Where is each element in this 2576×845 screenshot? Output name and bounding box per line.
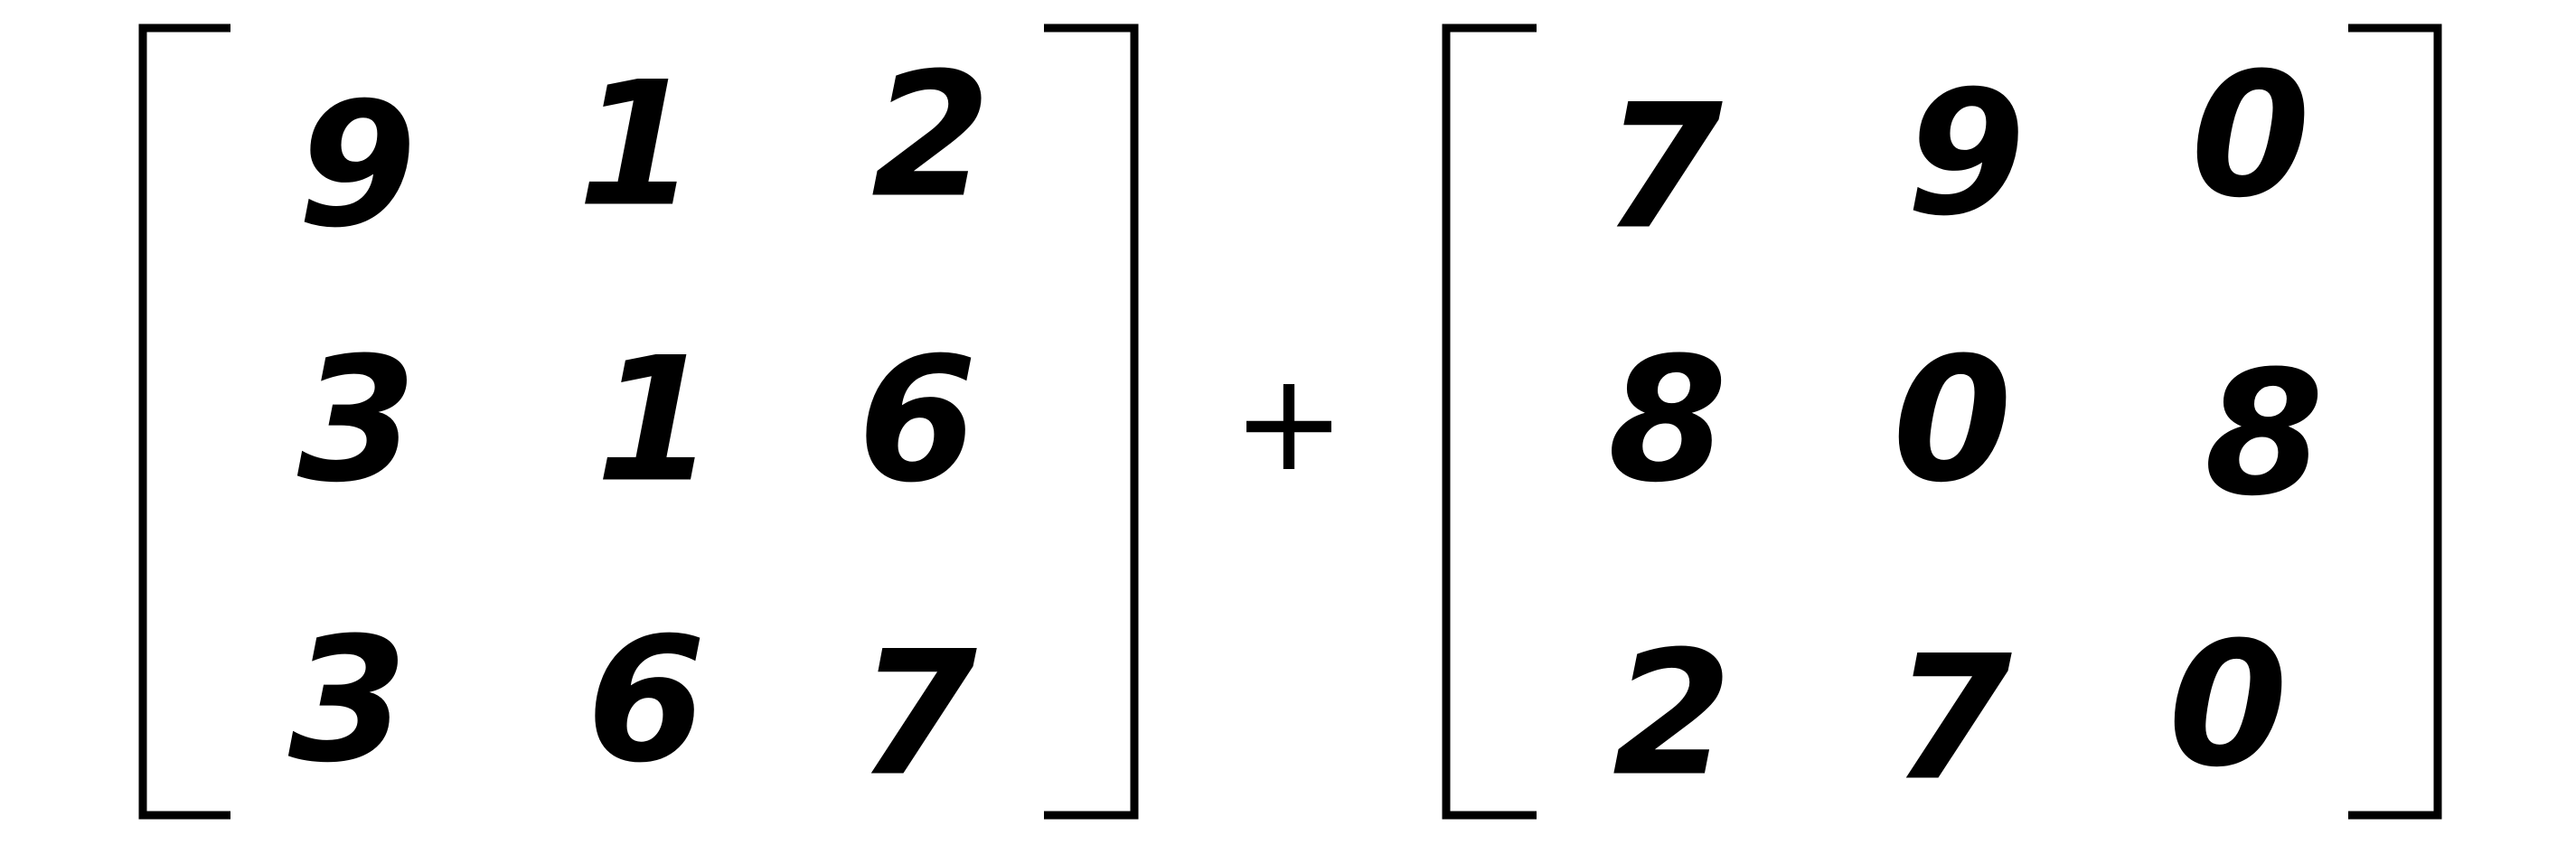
left-matrix-cell: 6 bbox=[586, 600, 707, 801]
left-matrix-cell: 2 bbox=[870, 35, 992, 236]
left-matrix bbox=[288, 36, 991, 814]
right-matrix-cell: 0 bbox=[2190, 35, 2311, 236]
left-matrix-cell: 6 bbox=[857, 320, 978, 521]
left-matrix-cell: 7 bbox=[857, 614, 978, 814]
left-matrix-cell: 1 bbox=[577, 44, 698, 245]
right-matrix-cell: 7 bbox=[1603, 67, 1724, 268]
right-matrix-left-bracket bbox=[1446, 28, 1537, 815]
right-matrix-cell: 9 bbox=[1905, 53, 2026, 254]
left-matrix-cell: 3 bbox=[296, 320, 418, 521]
left-matrix-cell: 3 bbox=[287, 600, 409, 801]
right-matrix-cell: 2 bbox=[1612, 614, 1733, 814]
right-matrix bbox=[1603, 36, 2324, 819]
right-matrix-cell: 0 bbox=[1892, 320, 2013, 521]
left-matrix-right-bracket bbox=[1044, 28, 1134, 815]
right-matrix-right-bracket bbox=[2348, 28, 2438, 815]
left-matrix-left-bracket bbox=[143, 28, 230, 815]
left-matrix-cell: 1 bbox=[595, 320, 716, 521]
right-matrix-cell: 7 bbox=[1892, 618, 2013, 819]
right-matrix-cell: 8 bbox=[2204, 333, 2325, 534]
right-matrix-cell: 8 bbox=[1607, 320, 1728, 521]
left-matrix-cell: 9 bbox=[296, 65, 418, 266]
right-matrix-cell: 0 bbox=[2167, 605, 2289, 805]
plus-operator: + bbox=[1232, 344, 1346, 502]
